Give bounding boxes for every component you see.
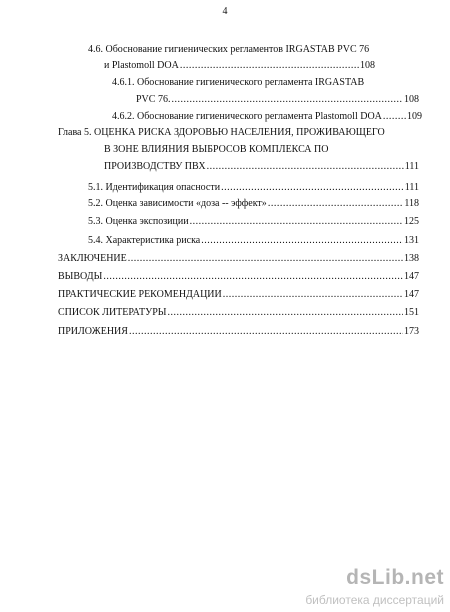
toc-recommendations-page: 147 xyxy=(404,289,419,300)
toc-conclusion[interactable] xyxy=(58,252,419,266)
toc-entry-5-2[interactable] xyxy=(88,197,419,211)
toc-references-page: 151 xyxy=(404,307,419,318)
dot-leader xyxy=(168,306,404,320)
toc-entry-5-2-title: 5.2. Оценка зависимости «доза -- эффект» xyxy=(88,198,267,209)
toc-entry-4-6-title: 4.6. Обоснование гигиенических регламентов IRGASTAB PVC 76 xyxy=(88,44,370,55)
toc-findings-title: ВЫВОДЫ xyxy=(58,271,103,282)
toc-entry-4-6-2-title: 4.6.2. Обоснование гигиенического регламента Plastomoll DOA xyxy=(112,111,382,122)
toc-entry-5-1[interactable] xyxy=(88,181,419,195)
toc-entry-4-6-1-title: 4.6.1. Обоснование гигиенического регламента IRGASTAB xyxy=(112,77,365,88)
toc-references[interactable] xyxy=(58,306,419,320)
toc-entry-4-6-page: 108 xyxy=(360,60,375,71)
toc-recommendations[interactable] xyxy=(58,288,419,302)
dot-leader xyxy=(128,252,403,266)
dot-leader xyxy=(268,197,404,211)
dot-leader xyxy=(223,288,403,302)
toc-chapter-5-title-end: ПРОИЗВОДСТВУ ПВХ xyxy=(104,161,206,172)
toc-entry-5-2-page: 118 xyxy=(404,198,419,209)
toc-chapter-5[interactable] xyxy=(104,160,419,174)
dot-leader xyxy=(221,181,404,195)
toc-entry-5-3[interactable] xyxy=(88,215,419,229)
watermark-subtitle: библиотека диссертаций xyxy=(305,593,444,607)
watermark xyxy=(305,566,450,612)
toc-chapter-5-title: Глава 5. ОЦЕНКА РИСКА ЗДОРОВЬЮ НАСЕЛЕНИЯ, ПРОЖИВАЮЩЕГО xyxy=(58,127,385,138)
toc-entry-4-6-title-cont: и Plastomoll DOA xyxy=(104,60,179,71)
toc-entry-4-6-1-page: 108 xyxy=(404,94,419,105)
dot-leader xyxy=(383,110,406,124)
toc-chapter-5-page: 111 xyxy=(404,161,419,172)
toc-entry-5-1-page: 111 xyxy=(404,182,419,193)
dot-leader xyxy=(103,270,403,284)
page-number: 4 xyxy=(222,6,228,17)
toc-entry-5-3-page: 125 xyxy=(404,216,419,227)
toc-entry-5-3-title: 5.3. Оценка экспозиции xyxy=(88,216,189,227)
dot-leader xyxy=(207,160,404,174)
dot-leader xyxy=(129,325,403,339)
toc-entry-4-6-1-title-cont: PVC 76. xyxy=(136,94,171,105)
toc-appendices[interactable] xyxy=(58,325,419,339)
dot-leader xyxy=(201,234,403,248)
toc-entry-5-4-page: 131 xyxy=(404,235,419,246)
toc-entry-5-1-title: 5.1. Идентификация опасности xyxy=(88,182,221,193)
toc-references-title: СПИСОК ЛИТЕРАТУРЫ xyxy=(58,307,167,318)
toc-conclusion-title: ЗАКЛЮЧЕНИЕ xyxy=(58,253,127,264)
dot-leader xyxy=(180,59,359,73)
toc-recommendations-title: ПРАКТИЧЕСКИЕ РЕКОМЕНДАЦИИ xyxy=(58,289,222,300)
toc-findings-page: 147 xyxy=(404,271,419,282)
toc-chapter-5-title-cont: В ЗОНЕ ВЛИЯНИЯ ВЫБРОСОВ КОМПЛЕКСА ПО xyxy=(104,144,329,155)
toc-entry-4-6[interactable] xyxy=(104,59,375,73)
toc-appendices-page: 173 xyxy=(404,326,419,337)
toc-conclusion-page: 138 xyxy=(404,253,419,264)
watermark-logo: dsLib.net xyxy=(346,566,444,589)
toc-entry-4-6-1[interactable] xyxy=(136,93,419,107)
dot-leader xyxy=(171,93,403,107)
toc-entry-4-6-2-page: 109 xyxy=(407,111,422,122)
dot-leader xyxy=(190,215,403,229)
toc-appendices-title: ПРИЛОЖЕНИЯ xyxy=(58,326,128,337)
toc-entry-4-6-2[interactable] xyxy=(112,110,422,124)
toc-findings[interactable] xyxy=(58,270,419,284)
toc-entry-5-4[interactable] xyxy=(88,234,419,248)
toc-entry-5-4-title: 5.4. Характеристика риска xyxy=(88,235,201,246)
